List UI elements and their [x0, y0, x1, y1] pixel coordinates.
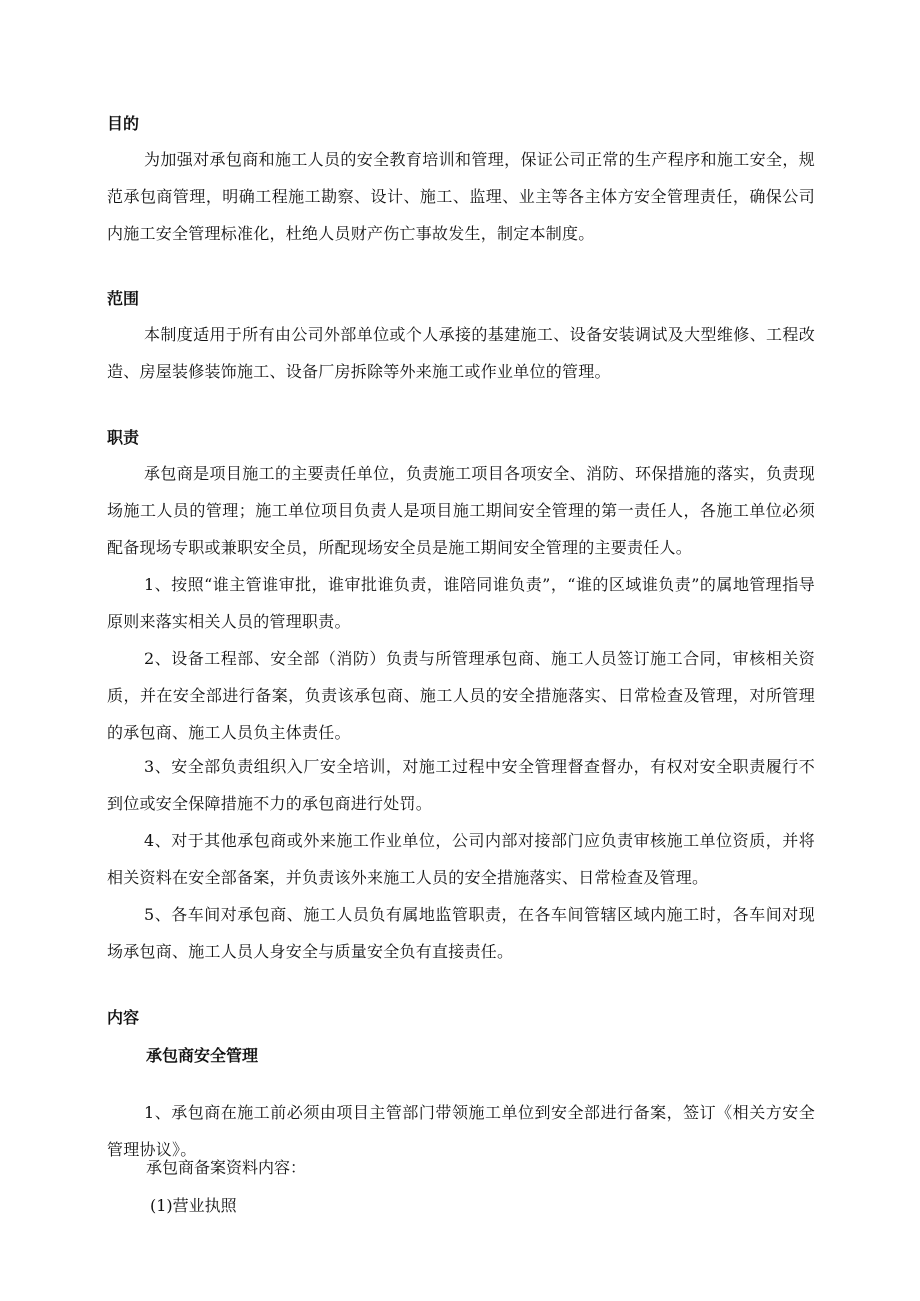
subheading-contractor-safety: 承包商安全管理: [146, 1046, 259, 1065]
duty-item-5: 5、各车间对承包商、施工人员负有属地监管职责，在各车间管辖区域内施工时，各车间对现场承包商、施工人员人身安全与质量安全负有直接责任。: [107, 905, 815, 961]
duty-item-3: 3、安全部负责组织入厂安全培训，对施工过程中安全管理督查督办，有权对安全职责履行不到位或安全保障措施不力的承包商进行处罚。: [107, 757, 815, 813]
heading-scope: 范围: [107, 289, 140, 308]
heading-duties: 职责: [107, 428, 140, 447]
duty-item-1: 1、按照“谁主管谁审批，谁审批谁负责，谁陪同谁负责”，“谁的区域谁负责”的属地管理指导原则来落实相关人员的管理职责。: [107, 575, 815, 631]
filing-item-1: (1)营业执照: [150, 1196, 237, 1215]
paragraph-duties-intro: 承包商是项目施工的主要责任单位，负责施工项目各项安全、消防、环保措施的落实，负责现场施工人员的管理；施工单位项目负责人是项目施工期间安全管理的第一责任人，各施工单位必须配备现场专职或兼职安全员，所配现场安全员是施工期间安全管理的主要责任人。: [107, 464, 815, 557]
filing-label: 承包商备案资料内容：: [146, 1158, 307, 1177]
paragraph-scope: 本制度适用于所有由公司外部单位或个人承接的基建施工、设备安装调试及大型维修、工程改造、房屋装修装饰施工、设备厂房拆除等外来施工或作业单位的管理。: [107, 325, 815, 381]
heading-content: 内容: [107, 1008, 140, 1027]
duty-item-4: 4、对于其他承包商或外来施工作业单位，公司内部对接部门应负责审核施工单位资质，并将相关资料在安全部备案，并负责该外来施工人员的安全措施落实、日常检查及管理。: [107, 831, 815, 887]
duty-item-2: 2、设备工程部、安全部（消防）负责与所管理承包商、施工人员签订施工合同，审核相关资质，并在安全部进行备案，负责该承包商、施工人员的安全措施落实、日常检查及管理，对所管理的承包商、施工人员负主体责任。: [107, 649, 815, 742]
heading-purpose: 目的: [107, 114, 140, 133]
paragraph-purpose: 为加强对承包商和施工人员的安全教育培训和管理，保证公司正常的生产程序和施工安全，规范承包商管理，明确工程施工勘察、设计、施工、监理、业主等各主体方安全管理责任，确保公司内施工安全管理标准化，杜绝人员财产伤亡事故发生，制定本制度。: [107, 150, 815, 243]
content-item-1: 1、承包商在施工前必须由项目主管部门带领施工单位到安全部进行备案，签订《相关方安全管理协议》。: [107, 1103, 815, 1159]
